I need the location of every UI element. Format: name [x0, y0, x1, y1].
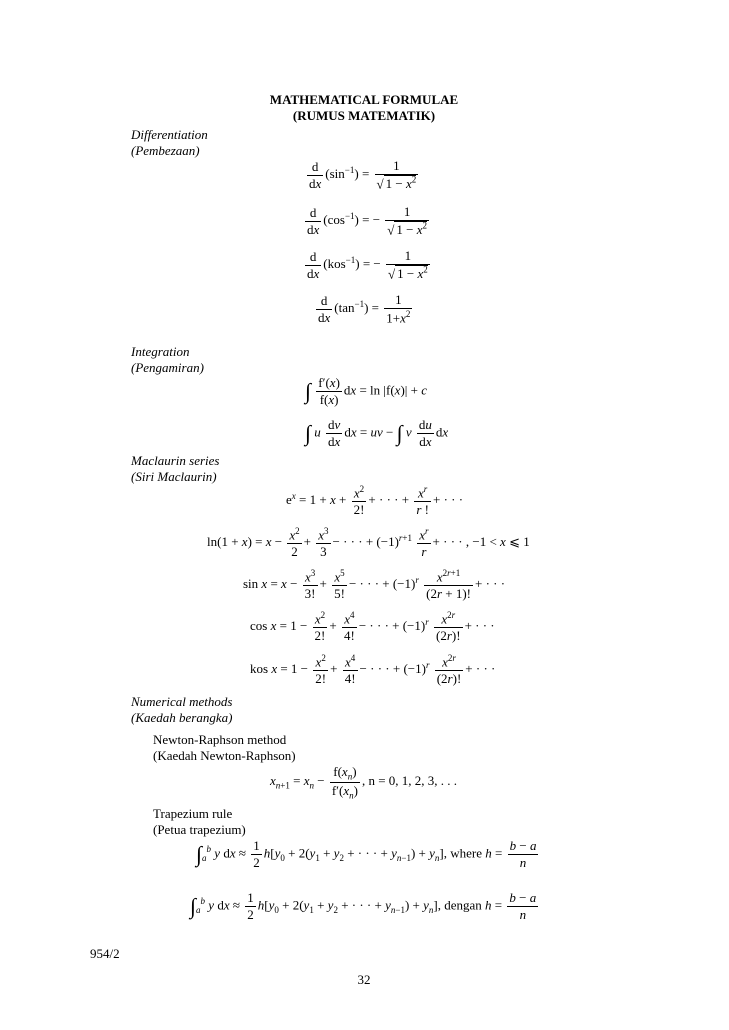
- series-cos: cos x = 1 − $\frac{x^2}{2!}$ + $\frac{x^4}{4!}$ − · · · + $(-1)^r$ $\frac{x^{2r}}{(2r)!}$ + · · ·: [250, 610, 495, 644]
- series-ln: ln(1 + x) = x − $\frac{x^2}{2}$ + $\frac{x^3}{3}$ − · · · + $(-1)^{r+1}$ $\frac{x^r}{r}$ + · · · , −1 < x ⩽ 1: [207, 526, 530, 560]
- series-exp: $e^x = 1 + x$ + $\frac{x^2}{2!}$ + · · · + $\frac{x^r}{r !}$ + · · ·: [286, 484, 464, 518]
- formula-d-arccos: $\frac{d}{dx}$ $(\cos^{-1})$ = − $\frac{1}{√ 1 - x^2}$: [307, 204, 428, 238]
- formula-d-arckos: $\frac{d}{dx}$ (kos$^{-1}$) = − $\frac{1}{√ 1 - x^2}$: [307, 248, 428, 282]
- section-numerical: Numerical methods: [131, 694, 233, 709]
- section-differentiation-ms: (Pembezaan): [131, 143, 200, 158]
- formula-trapezium-ms: $\int_a^b$ y dx ≈ $\frac{1}{2}$ $h[y_0 + 2(y_1 + y_2$ + · · · + $y_{n-1}) + y_n$], dengan h = $\frac{b - a}{n}$: [190, 890, 537, 922]
- series-sin: sin x = x − $\frac{x^3}{3!}$ + $\frac{x^5}{5!}$ − · · · + $(-1)^r$ $\frac{x^{2r+1}}{(2r + 1)!}$ + · · ·: [243, 568, 506, 602]
- formula-trapezium-en: $\int_a^b$ y dx ≈ $\frac{1}{2}$ $h[y_0 + 2(y_1 + y_2$ + · · · + $y_{n-1}) + y_n$], where h = $\frac{b - a}{n}$: [196, 838, 537, 870]
- dengan-label: dengan: [444, 897, 482, 913]
- trapezium-title: Trapezium rule: [153, 806, 233, 821]
- where-label: where: [450, 845, 483, 861]
- section-maclaurin-ms: (Siri Maclaurin): [131, 469, 217, 484]
- newton-tail: , n = 0, 1, 2, 3, . . .: [361, 773, 458, 789]
- series-kos: kos x = 1 − $\frac{x^2}{2!}$ + $\frac{x^4}{4!}$ − · · · + $(-1)^r$ $\frac{x^{2r}}{(2r)!}$ + · · ·: [250, 653, 496, 687]
- formula-d-arctan: $\frac{d}{dx}$ $(\tan^{-1})$ = $\frac{1}{1+x^2}$: [318, 292, 411, 326]
- page-title: MATHEMATICAL FORMULAE: [269, 92, 459, 107]
- formula-d-arcsin: $\frac{d}{dx}$ $(\sin^{-1})$ = $\frac{1}{√ 1 - x^2}$: [309, 158, 417, 192]
- page-subtitle: (RUMUS MATEMATIK): [292, 108, 436, 123]
- formula-int-parts: ∫ u $\frac{dv}{dx}$ dx = uv − ∫ v $\frac{du}{dx}$ dx: [305, 417, 449, 449]
- trapezium-title-ms: (Petua trapezium): [153, 822, 246, 837]
- paper-code: 954/2: [90, 946, 120, 961]
- formula-newton: $x_{n+1} = x_n$ − $\frac{f(x_n)}{f'(x_n)}$ , n = 0, 1, 2, 3, . . .: [270, 764, 458, 801]
- section-integration: Integration: [131, 344, 190, 359]
- section-numerical-ms: (Kaedah berangka): [131, 710, 233, 725]
- section-maclaurin: Maclaurin series: [131, 453, 220, 468]
- newton-title: Newton-Raphson method: [153, 732, 287, 747]
- section-differentiation: Differentiation: [131, 127, 208, 142]
- formula-int-log: ∫ $\frac{f'(x)}{f(x)}$ dx = ln |f(x)| + c: [305, 375, 427, 407]
- section-integration-ms: (Pengamiran): [131, 360, 204, 375]
- newton-title-ms: (Kaedah Newton-Raphson): [153, 748, 296, 763]
- page-number: 32: [357, 972, 371, 987]
